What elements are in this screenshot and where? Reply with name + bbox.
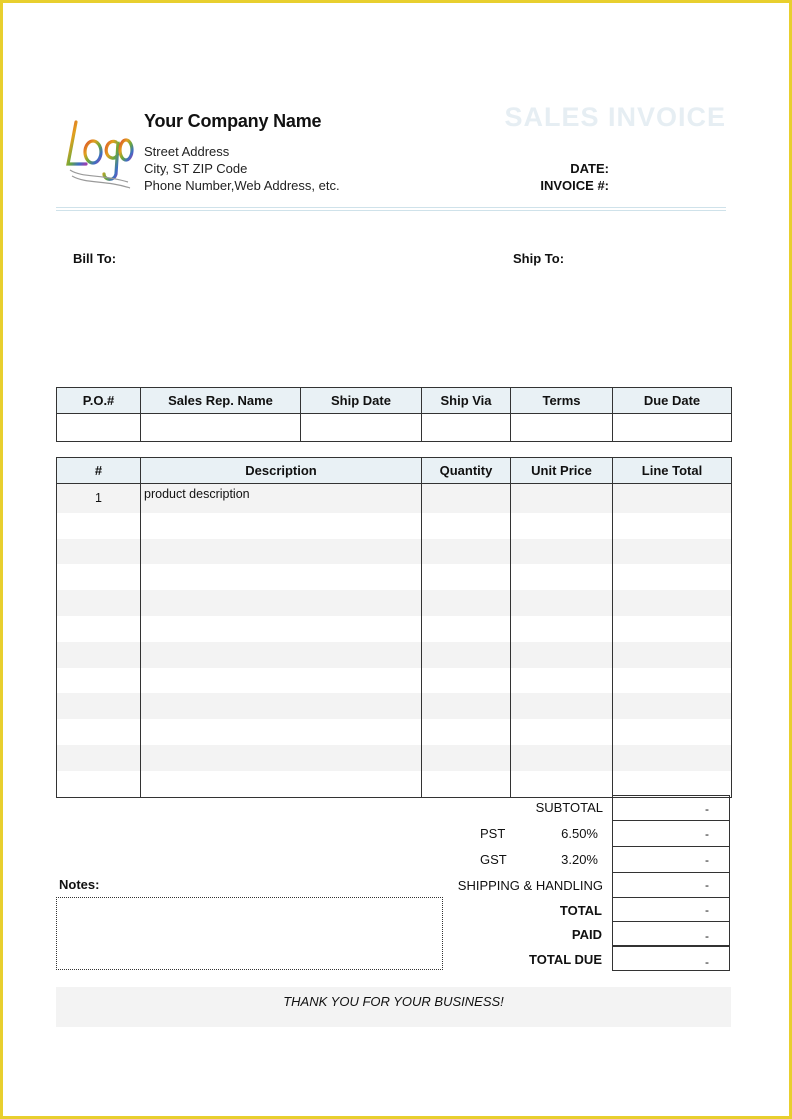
line-total-header: Line Total	[613, 458, 732, 484]
item-number: 1	[57, 484, 141, 513]
total-value: -	[612, 898, 730, 922]
gst-label: GST	[480, 852, 507, 867]
terms-cell[interactable]	[511, 414, 613, 442]
item-description[interactable]: product description	[141, 484, 422, 513]
subtotal-value: -	[612, 795, 730, 821]
paid-value[interactable]: -	[612, 922, 730, 946]
po-number-cell[interactable]	[57, 414, 141, 442]
company-logo	[62, 112, 134, 196]
header-divider	[56, 207, 726, 208]
gst-rate[interactable]: 3.20%	[561, 852, 598, 867]
notes-field[interactable]	[56, 897, 443, 970]
due-date-header: Due Date	[613, 388, 732, 414]
description-header: Description	[141, 458, 422, 484]
item-number-header: #	[57, 458, 141, 484]
quantity-header: Quantity	[422, 458, 511, 484]
table-row	[57, 616, 732, 642]
pst-label: PST	[480, 826, 506, 841]
table-row	[57, 668, 732, 694]
ship-date-cell[interactable]	[301, 414, 422, 442]
table-row	[57, 484, 732, 513]
date-label: DATE:	[570, 161, 609, 176]
table-row	[57, 513, 732, 539]
pst-value: -	[612, 821, 730, 847]
po-number-header: P.O.#	[57, 388, 141, 414]
street-address: Street Address	[144, 144, 230, 159]
unit-price-header: Unit Price	[511, 458, 613, 484]
table-row	[57, 719, 732, 745]
subtotal-label: SUBTOTAL	[535, 800, 603, 815]
table-row	[57, 745, 732, 771]
ship-to-label: Ship To:	[513, 251, 565, 266]
city-state-zip: City, ST ZIP Code	[144, 161, 248, 176]
table-row	[57, 693, 732, 719]
invoice-title: SALES INVOICE	[504, 102, 726, 132]
ship-via-header: Ship Via	[422, 388, 511, 414]
shipping-value[interactable]: -	[612, 873, 730, 898]
sales-rep-header: Sales Rep. Name	[141, 388, 301, 414]
header-divider	[56, 210, 726, 211]
total-due-value: -	[612, 946, 730, 971]
total-due-label: TOTAL DUE	[529, 952, 602, 967]
line-items-table	[56, 457, 732, 798]
gst-value: -	[612, 847, 730, 873]
table-row	[57, 771, 732, 797]
item-quantity[interactable]	[422, 484, 511, 513]
ship-via-cell[interactable]	[422, 414, 511, 442]
shipping-label: SHIPPING & HANDLING	[457, 878, 603, 893]
table-row	[57, 564, 732, 590]
item-line-total	[613, 484, 732, 513]
contact-info: Phone Number,Web Address, etc.	[144, 178, 340, 193]
sales-rep-cell[interactable]	[141, 414, 301, 442]
due-date-cell[interactable]	[613, 414, 732, 442]
bill-to-label: Bill To:	[73, 251, 117, 266]
order-info-table	[56, 387, 732, 442]
company-name: Your Company Name	[144, 111, 322, 131]
table-row	[57, 590, 732, 616]
notes-label: Notes:	[59, 877, 100, 892]
total-label: TOTAL	[559, 903, 602, 918]
terms-header: Terms	[511, 388, 613, 414]
table-row	[57, 642, 732, 668]
item-unit-price[interactable]	[511, 484, 613, 513]
ship-date-header: Ship Date	[301, 388, 422, 414]
table-row	[57, 539, 732, 565]
paid-label: PAID	[571, 927, 602, 942]
invoice-number-label: INVOICE #:	[540, 178, 609, 193]
thank-you-banner: THANK YOU FOR YOUR BUSINESS!	[56, 987, 731, 1027]
pst-rate[interactable]: 6.50%	[561, 826, 598, 841]
